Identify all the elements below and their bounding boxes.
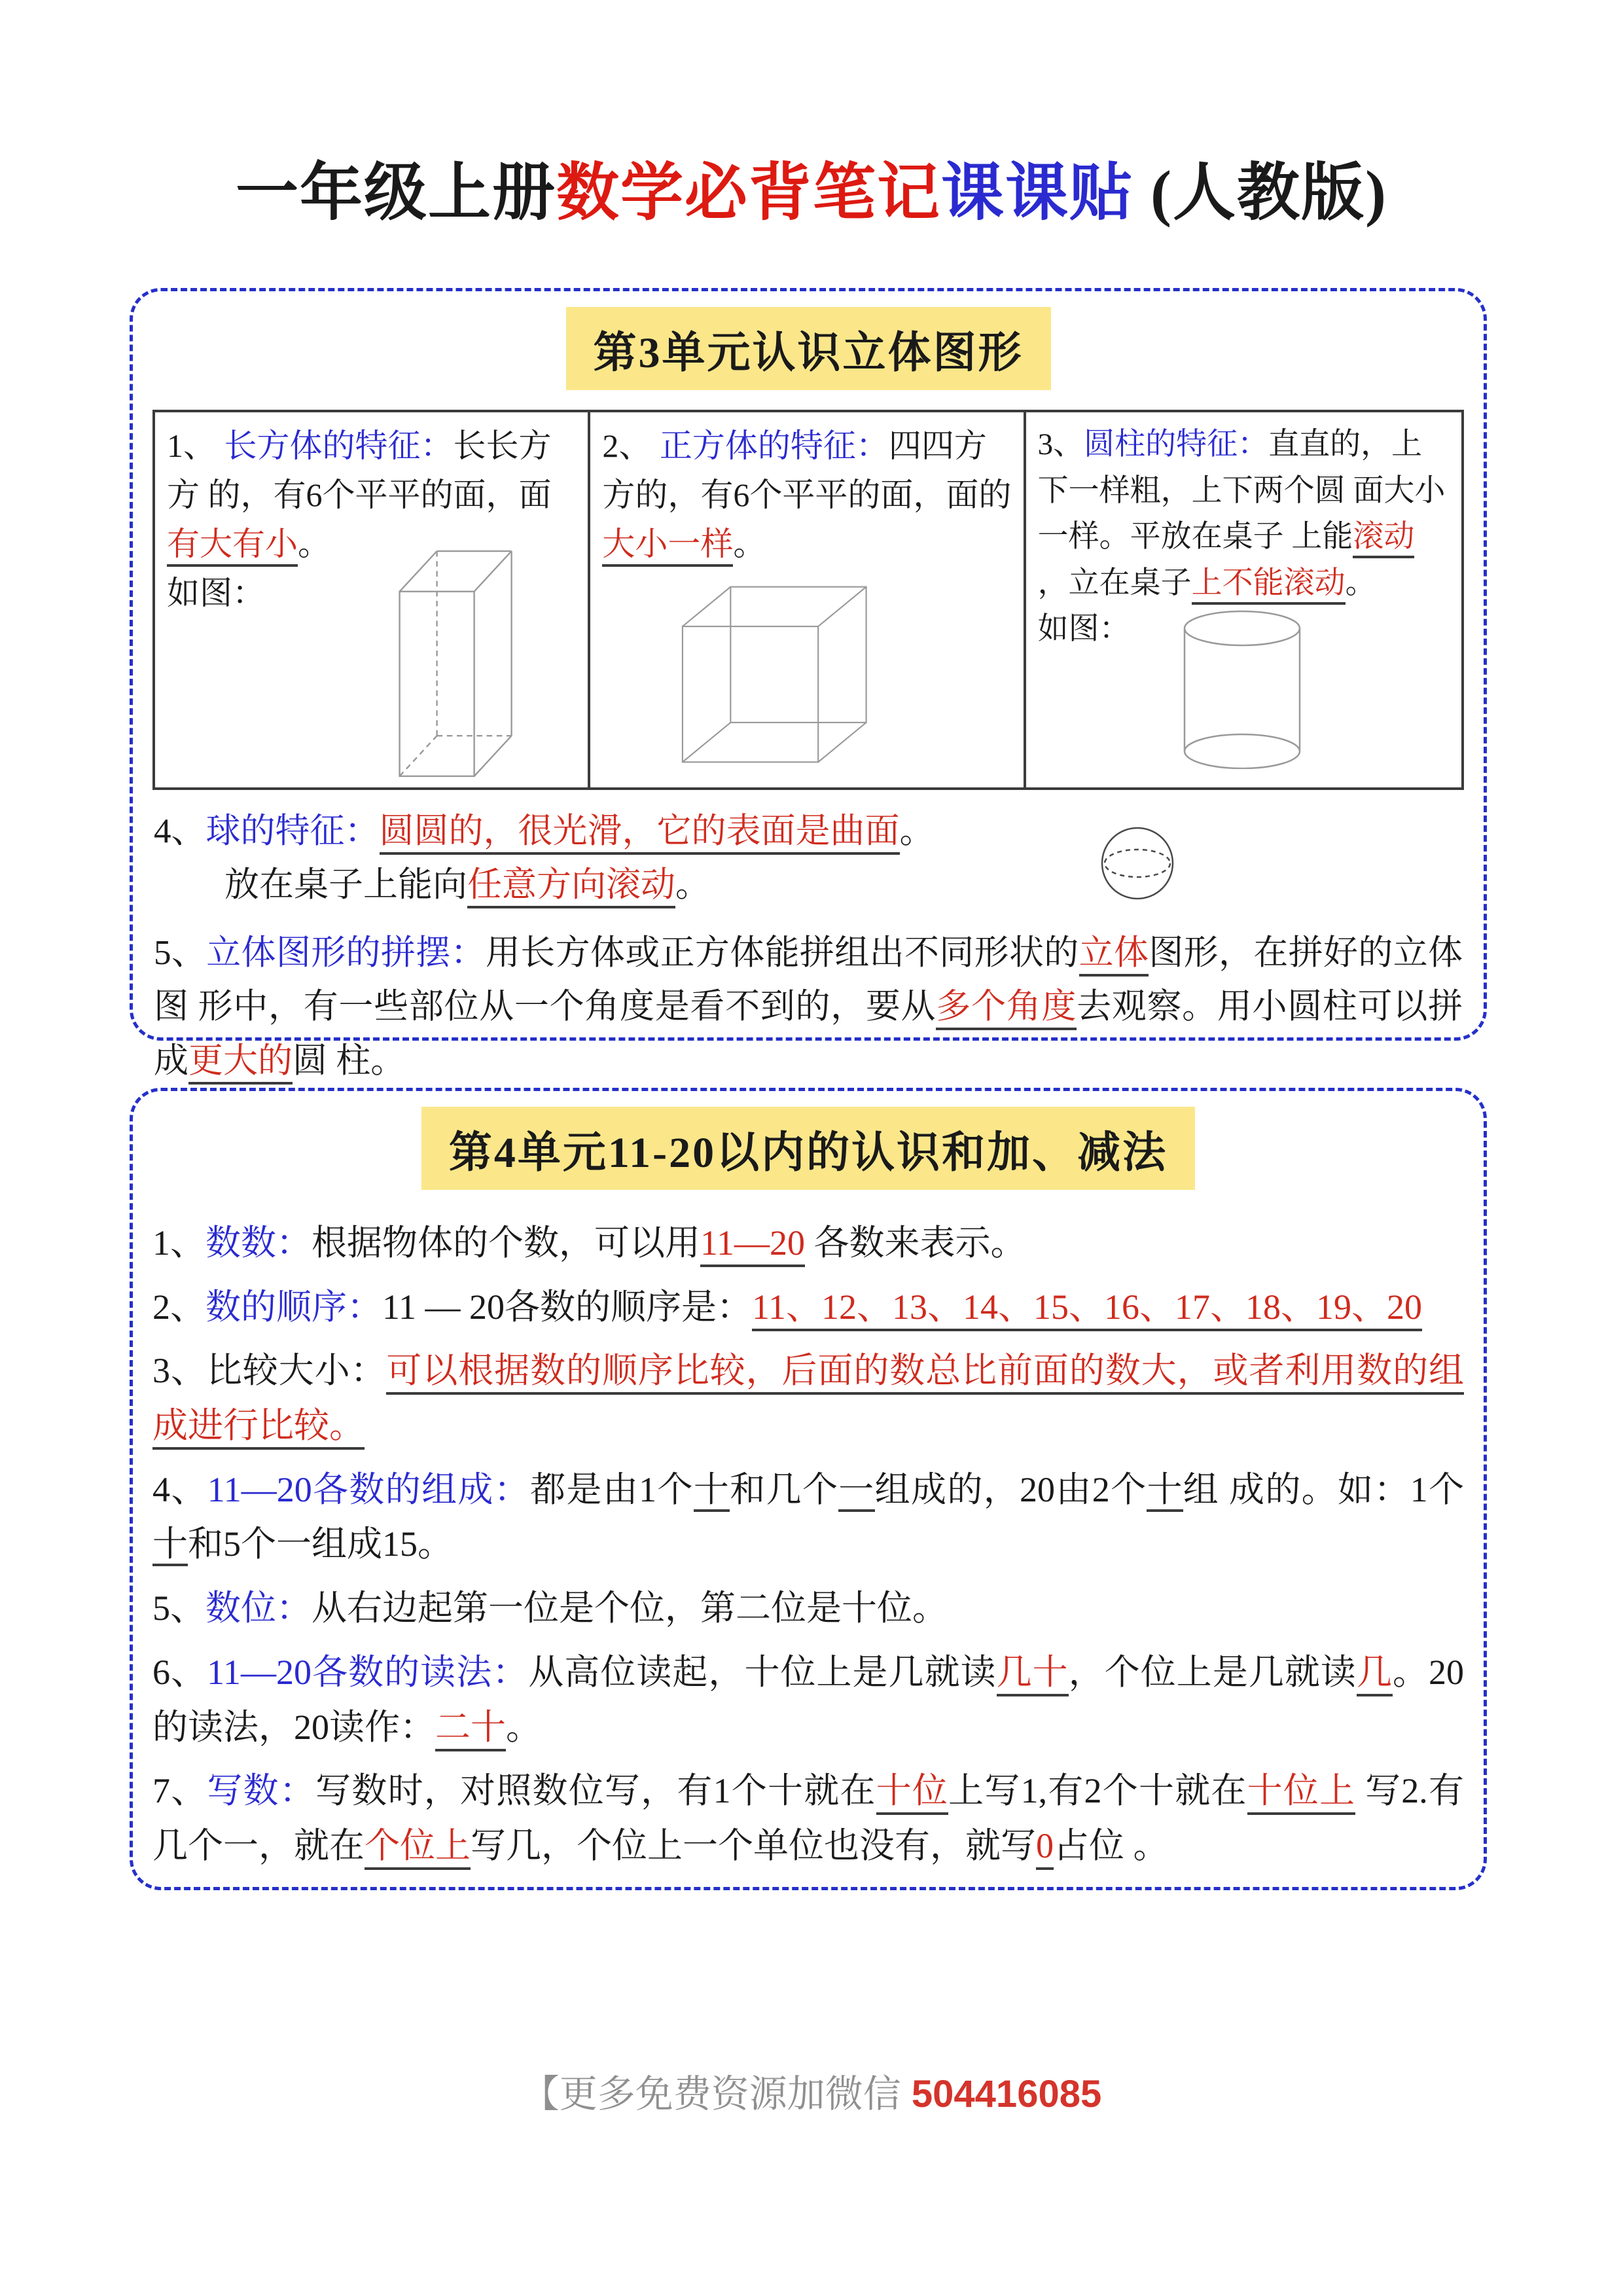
text-segment: 和几个 xyxy=(730,1469,839,1509)
text-segment: 5、 xyxy=(152,1588,205,1628)
unit4-item-6 xyxy=(152,1645,1464,1755)
text-segment: 个位上 xyxy=(365,1826,471,1870)
text-segment: 立体图形的拼摆： xyxy=(206,934,486,973)
text-segment: 0 xyxy=(1036,1826,1054,1870)
sphere-wireframe-figure xyxy=(1100,823,1175,905)
text-segment: 11—20各数的组成： xyxy=(207,1469,531,1509)
text-segment: ，立在桌子 xyxy=(1037,565,1192,600)
unit4-item-2 xyxy=(152,1280,1464,1335)
unit4-item-5 xyxy=(152,1581,1464,1636)
text-segment: 数位： xyxy=(205,1588,312,1628)
unit3-header: 第3单元认识立体图形 xyxy=(566,307,1051,390)
text-segment: 去观察。用小圆柱可以拼成 xyxy=(154,988,1463,1080)
text-segment: 一年级上册 xyxy=(236,158,557,228)
text-segment: 6、 xyxy=(152,1652,207,1692)
text-segment: 二十 xyxy=(435,1708,506,1751)
text-segment: 圆 柱。 xyxy=(293,1041,406,1080)
cylinder-wireframe-figure xyxy=(1180,609,1304,769)
text-segment: 放在桌子上能向 xyxy=(224,866,467,905)
text-segment: 【更多免费资源加微信 xyxy=(521,2073,912,2115)
text-segment: 任意方向滚动 xyxy=(467,866,675,908)
cube-wireframe-figure xyxy=(675,581,904,768)
page-title xyxy=(0,143,1623,232)
unit4-section-box xyxy=(130,1088,1487,1890)
text-segment: 图形，在拼好的立体图 形中，有一些部位从一个角度是看不到的，要从 xyxy=(154,934,1463,1026)
text-segment: 可以根据数的顺序比较，后面的数总比前面的数大，或者利用数的组成进行比较。 xyxy=(152,1351,1464,1450)
text-segment: 十 xyxy=(152,1524,188,1566)
text-segment: 如图： xyxy=(1037,612,1130,646)
table-cell-cube xyxy=(590,412,1026,787)
text-segment: 课课贴 xyxy=(941,158,1134,228)
unit3-item4-line1 xyxy=(154,804,1463,858)
text-segment: 十位 xyxy=(876,1771,948,1815)
text-segment: 。20的读法，20读作： xyxy=(152,1652,1465,1747)
text-segment: 。 xyxy=(298,526,330,562)
text-segment: 11、12、13、14、15、16、17、18、19、20 xyxy=(752,1287,1422,1331)
unit3-item5 xyxy=(154,926,1463,1087)
unit4-header: 第4单元11-20以内的认识和加、减法 xyxy=(421,1107,1195,1190)
text-segment: 4、 xyxy=(152,1469,207,1509)
text-segment: 11—20 xyxy=(700,1223,805,1267)
text-segment: (人教版) xyxy=(1133,158,1387,228)
cuboid-wireframe-figure xyxy=(395,542,519,784)
unit3-item4-line2 xyxy=(154,858,1463,912)
text-segment: 滚动 xyxy=(1353,520,1414,558)
text-segment: 从高位读起，十位上是几就读 xyxy=(528,1652,997,1692)
text-segment: 圆圆的，很光滑，它的表面是曲面 xyxy=(380,812,900,855)
text-segment: 一 xyxy=(838,1470,874,1512)
text-segment: 用长方体或正方体能拼组出不同形状的 xyxy=(485,934,1079,973)
text-segment: 根据物体的个数，可以用 xyxy=(312,1223,700,1263)
text-segment: 5、 xyxy=(154,934,207,973)
text-segment: 写2.有几个一，就在 xyxy=(152,1771,1465,1865)
text-segment: 有大有小 xyxy=(167,526,298,567)
text-segment: 。 xyxy=(675,866,710,905)
cuboid-wireframe-figure xyxy=(395,542,519,784)
text-segment: 几 xyxy=(1357,1653,1393,1696)
text-segment: 几十 xyxy=(997,1653,1069,1696)
text-segment: 数数： xyxy=(205,1223,312,1263)
text-segment: 多个角度 xyxy=(936,988,1077,1030)
text-segment: 。 xyxy=(899,812,935,850)
text-segment: 504416085 xyxy=(911,2073,1102,2115)
text-segment: 组 成的。如：1个 xyxy=(1183,1469,1465,1509)
text-segment: ，个位上是几就读 xyxy=(1068,1652,1357,1692)
text-segment: 写数时，对照数位写，有1个十就在 xyxy=(315,1771,876,1811)
text-segment: 正方体的特征： xyxy=(659,427,889,464)
text-segment: 2、 xyxy=(602,427,660,464)
text-segment: 从右边起第一位是个位，第二位是十位。 xyxy=(312,1588,948,1628)
unit4-items xyxy=(152,1216,1464,1874)
text-segment: 立体 xyxy=(1079,934,1149,977)
text-segment: 7、 xyxy=(152,1771,207,1811)
text-segment: 大小一样 xyxy=(602,526,733,567)
text-segment: 。 xyxy=(506,1707,541,1747)
text-segment: 上写1,有2个十就在 xyxy=(948,1771,1247,1811)
text-segment: 组成的，20由2个 xyxy=(874,1469,1147,1509)
unit3-section-box xyxy=(130,288,1487,1080)
text-segment: 4、 xyxy=(154,812,206,850)
unit4-item-7 xyxy=(152,1764,1464,1873)
text-segment: 数的顺序： xyxy=(205,1287,382,1327)
text-segment: 11 — 20各数的顺序是： xyxy=(382,1287,752,1327)
text-segment: 更大的 xyxy=(188,1042,293,1085)
text-segment: 2、 xyxy=(152,1287,205,1327)
sphere-wireframe-figure xyxy=(1100,823,1175,905)
text-segment: 。 xyxy=(1345,565,1376,600)
text-segment: 写几，个位上一个单位也没有，就写 xyxy=(471,1825,1036,1865)
footer-contact xyxy=(0,2063,1623,2118)
text-segment: 3、 xyxy=(1037,427,1084,461)
text-segment: 。 xyxy=(733,526,766,562)
table-cell-cuboid xyxy=(155,412,590,787)
unit4-item-3 xyxy=(152,1344,1464,1453)
cube-cell-text xyxy=(602,427,1011,567)
text-segment: 如图： xyxy=(167,575,265,611)
text-segment: 各数来表示。 xyxy=(805,1223,1026,1263)
text-segment: 写数： xyxy=(207,1771,316,1811)
cylinder-wireframe-figure xyxy=(1180,609,1304,769)
unit4-item-1 xyxy=(152,1216,1464,1271)
text-segment: 占位 。 xyxy=(1054,1825,1169,1865)
text-segment: 1、 xyxy=(167,427,224,464)
text-segment: 和5个一组成15。 xyxy=(188,1524,453,1564)
text-segment: 圆柱的特征： xyxy=(1084,427,1269,461)
text-segment: 1、 xyxy=(152,1223,205,1263)
text-segment: 长长方方 的，有6个平平的面，面 xyxy=(167,427,552,513)
text-segment: 十 xyxy=(1147,1470,1183,1512)
text-segment: 11—20各数的读法： xyxy=(207,1652,529,1692)
table-cell-cylinder xyxy=(1026,412,1461,787)
unit3-shapes-table xyxy=(152,410,1464,790)
text-segment: 长方体的特征： xyxy=(224,427,454,464)
cube-wireframe-figure xyxy=(675,581,904,768)
text-segment: 十位上 xyxy=(1247,1771,1356,1815)
text-segment: 直直的，上下一样粗，上下两个圆 面大小一样。平放在桌子 上能 xyxy=(1037,427,1446,554)
text-segment: 都是由1个 xyxy=(530,1469,694,1509)
text-segment: 十 xyxy=(694,1470,730,1512)
text-segment: 3、比较大小： xyxy=(152,1351,387,1391)
text-segment: 球的特征： xyxy=(205,812,380,850)
text-segment: 上不能滚动 xyxy=(1192,566,1346,605)
text-segment: 数学必背笔记 xyxy=(556,158,942,228)
unit4-item-4 xyxy=(152,1463,1464,1572)
text-segment: 四四方方的，有6个平平的面，面的 xyxy=(602,427,1012,513)
